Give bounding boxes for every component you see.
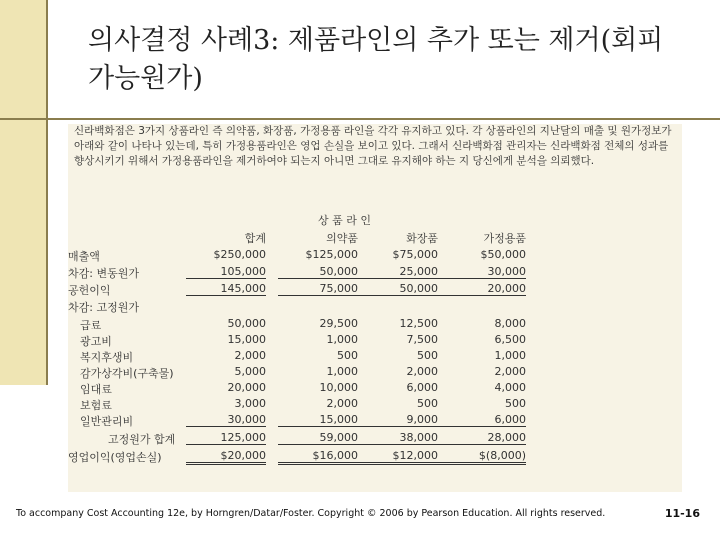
- table-cell: $12,000: [358, 449, 438, 465]
- row-label: 복지후생비: [80, 351, 134, 364]
- table-cell: 5,000: [234, 365, 266, 378]
- table-cell: 6,500: [494, 333, 526, 346]
- table-cell: 3,000: [234, 397, 266, 410]
- table-cell: 4,000: [494, 381, 526, 394]
- table-cell: 105,000: [186, 265, 266, 279]
- row-label: 보험료: [80, 399, 112, 412]
- table-cell: 500: [417, 397, 438, 410]
- table-cell: 1,000: [326, 365, 358, 378]
- table-cell: 29,500: [319, 317, 358, 330]
- row-label: 임대료: [80, 383, 112, 396]
- row-label: 일반관리비: [80, 415, 134, 428]
- decorative-vertical-rule: [46, 0, 48, 385]
- column-header-medicine: 의약품: [326, 232, 358, 245]
- table-row: [68, 333, 682, 349]
- table-cell: 500: [337, 349, 358, 362]
- column-header-total: 합계: [244, 232, 266, 245]
- table-row: [68, 449, 682, 465]
- table-row: [68, 431, 682, 447]
- table-cell: 2,000: [406, 365, 438, 378]
- table-cell: $250,000: [213, 248, 266, 261]
- row-label: 고정원가 합계: [108, 433, 176, 446]
- table-row: [68, 365, 682, 381]
- page-number: 11-16: [664, 507, 700, 520]
- table-cell: 20,000: [438, 282, 526, 296]
- table-row: [68, 282, 682, 298]
- row-label: 차감: 고정원가: [68, 301, 139, 314]
- table-cell: 7,500: [406, 333, 438, 346]
- table-cell: 145,000: [186, 282, 266, 296]
- table-cell: 2,000: [326, 397, 358, 410]
- decorative-sidebar-block: [0, 0, 46, 385]
- table-cell: $16,000: [278, 449, 358, 465]
- table-cell: 38,000: [358, 431, 438, 445]
- table-cell: $(8,000): [438, 449, 526, 465]
- table-cell: 500: [417, 349, 438, 362]
- column-header-cosmetics: 화장품: [406, 232, 438, 245]
- table-cell: $50,000: [480, 248, 526, 261]
- table-cell: 59,000: [278, 431, 358, 445]
- table-cell: 2,000: [494, 365, 526, 378]
- table-cell: 125,000: [186, 431, 266, 445]
- row-label: 매출액: [68, 250, 100, 263]
- table-cell: 75,000: [278, 282, 358, 296]
- table-cell: 30,000: [438, 265, 526, 279]
- table-cell: 1,000: [494, 349, 526, 362]
- slide-title: 의사결정 사례3: 제품라인의 추가 또는 제거(회피가능원가): [88, 25, 664, 94]
- row-label: 광고비: [80, 335, 112, 348]
- decorative-horizontal-rule: [0, 118, 720, 120]
- product-line-group-header: 상 품 라 인: [318, 214, 371, 227]
- table-cell: 6,000: [406, 381, 438, 394]
- table-row: [68, 381, 682, 397]
- table-cell: 1,000: [326, 333, 358, 346]
- table-cell: 15,000: [227, 333, 266, 346]
- scanned-textbook-excerpt: [68, 124, 682, 492]
- table-cell: $75,000: [392, 248, 438, 261]
- table-row: [68, 248, 682, 264]
- row-label: 차감: 변동원가: [68, 267, 139, 280]
- table-cell: 10,000: [319, 381, 358, 394]
- table-cell: 20,000: [227, 381, 266, 394]
- table-cell: $125,000: [305, 248, 358, 261]
- table-row: [68, 413, 682, 429]
- table-cell: 28,000: [438, 431, 526, 445]
- table-row: [68, 349, 682, 365]
- table-cell: 500: [505, 397, 526, 410]
- table-cell: 12,500: [399, 317, 438, 330]
- row-label: 영업이익(영업손실): [68, 451, 162, 464]
- table-row: [68, 397, 682, 413]
- row-label: 급료: [80, 319, 102, 332]
- table-cell: 8,000: [494, 317, 526, 330]
- table-row: [68, 299, 682, 315]
- table-row: [68, 265, 682, 281]
- copyright-footer: To accompany Cost Accounting 12e, by Horngren/Datar/Foster. Copyright © 2006 by Pearson Education. All rights reserved.: [16, 508, 606, 519]
- table-row: [68, 317, 682, 333]
- table-cell: 2,000: [234, 349, 266, 362]
- table-cell: 50,000: [278, 265, 358, 279]
- row-label: 공헌이익: [68, 284, 111, 297]
- table-cell: 6,000: [438, 413, 526, 427]
- row-label: 감가상각비(구축물): [80, 367, 174, 380]
- column-header-household: 가정용품: [483, 232, 526, 245]
- table-cell: 30,000: [186, 413, 266, 427]
- table-cell: 25,000: [358, 265, 438, 279]
- table-cell: 9,000: [358, 413, 438, 427]
- table-cell: $20,000: [186, 449, 266, 465]
- case-description: 신라백화점은 3가지 상품라인 즉 의약품, 화장품, 가정용품 라인을 각각 유지하고 있다. 각 상품라인의 지난달의 매출 및 원가정보가 아래와 같이 나타나 있는데, 특히 가정용품라인은 영업 손실을 보이고 있다. 그래서 신라백화점 관리자는 신라백화점 전체의 성과를 향상시키기 위해서 가정용품라인을 제거하여야 되는지 아니면 그대로 유지해야 하는 지 당신에게 분석을 의뢰했다.: [74, 125, 672, 167]
- table-cell: 50,000: [227, 317, 266, 330]
- table-cell: 15,000: [278, 413, 358, 427]
- table-cell: 50,000: [358, 282, 438, 296]
